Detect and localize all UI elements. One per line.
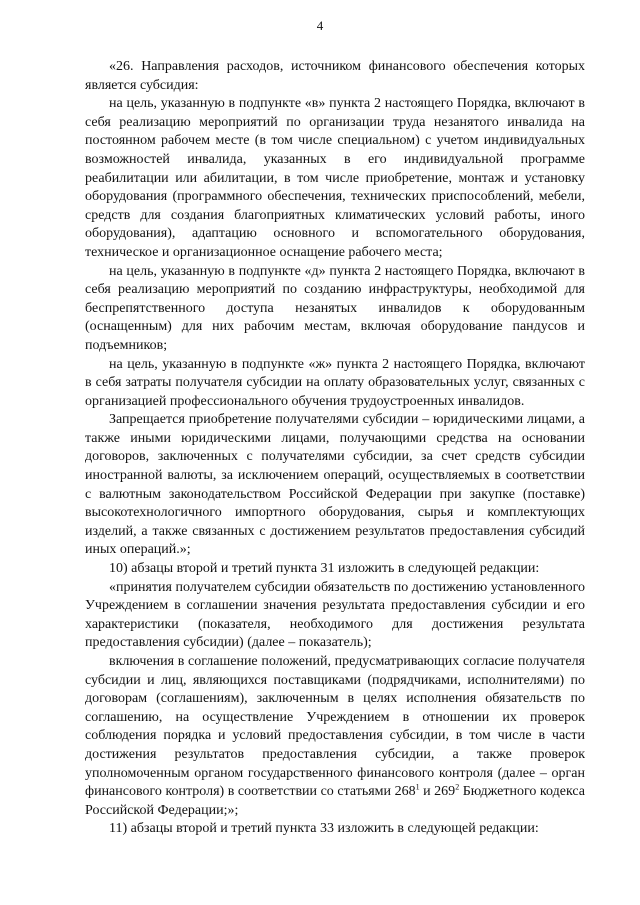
paragraph-obligations: «принятия получателем субсидии обязательств по достижению установленного Учреждением в соглашении значения результата предоставления субсидии и его характеристики (показателя, необходимого для достижения результата предоставления субсидии) (далее – показатель); (85, 579, 585, 651)
paragraph-purpose-d: на цель, указанную в подпункте «д» пункта 2 настоящего Порядка, включают в себя реализацию мероприятий по созданию инфраструктуры, необходимой для беспрепятственного доступа незанятых инвалидов к оборудованным (оснащенным) для них рабочим местам, включая оборудование пандусов и подъемников; (85, 263, 585, 353)
article-superscript-1: 1 (415, 782, 420, 792)
paragraph-agreement-middle: и 269 (419, 784, 456, 800)
paragraph-purpose-v: на цель, указанную в подпункте «в» пункта 2 настоящего Порядка, включают в себя реализацию мероприятий по организации труда незанятого инвалида на постоянном рабочем месте (в том числе специальном) с учетом индивидуальных возможностей инвалида, указанных в его индивидуальной программе реабилитации или абилитации, в том числе приобретение, монтаж и установку оборудования (программного обеспечения, технических приспособлений, мебели, средств для создания благоприятных климатических условий работы, иного оборудования), адаптацию основного и вспомогательного оборудования, техническое и организационное оснащение рабочего места; (85, 96, 585, 260)
article-superscript-2: 2 (455, 782, 460, 792)
paragraph-agreement-provisions (85, 653, 585, 820)
document-body (85, 58, 585, 839)
paragraph-currency-prohibition: Запрещается приобретение получателями субсидии – юридическими лицами, а также иными юридическими лицами, получающими средства на основании договоров, заключенных с получателями субсидии, за счет средств субсидии иностранной валюты, за исключением операций, осуществляемых в соответствии с валютным законодательством Российской Федерации при закупке (поставке) высокотехнологичного импортного оборудования, сырья и комплектующих изделий, а также связанных с достижением результатов предоставления субсидий иных операций.»; (85, 412, 585, 558)
paragraph-item-26-heading: «26. Направления расходов, источником финансового обеспечения которых является субсидия: (85, 59, 585, 93)
paragraph-agreement-tail: Бюджетного кодекса Российской Федерации;»; (85, 784, 585, 818)
page-number: 4 (316, 18, 324, 33)
paragraph-agreement-text: включения в соглашение положений, предусматривающих согласие получателя субсидии и лиц, являющихся поставщиками (подрядчиками, исполнителями) по договорам (соглашениям), заключенным в целях исполнения обязательств по соглашению, на осуществление Учреждением в отношении их проверок соблюдения порядка и условий предоставления субсидии, в том числе в части достижения результатов предоставления субсидии, а также проверок уполномоченным органом государственного финансового контроля (далее – орган финансового контроля) в соответствии со статьями 268 (85, 654, 585, 800)
paragraph-purpose-zh: на цель, указанную в подпункте «ж» пункта 2 настоящего Порядка, включают в себя затраты получателя субсидии на оплату образовательных услуг, связанных с организацией профессионального обучения трудоустроенных инвалидов. (85, 356, 585, 409)
paragraph-amendment-10: 10) абзацы второй и третий пункта 31 изложить в следующей редакции: (109, 561, 540, 577)
paragraph-amendment-11: 11) абзацы второй и третий пункта 33 изложить в следующей редакции: (109, 821, 539, 837)
